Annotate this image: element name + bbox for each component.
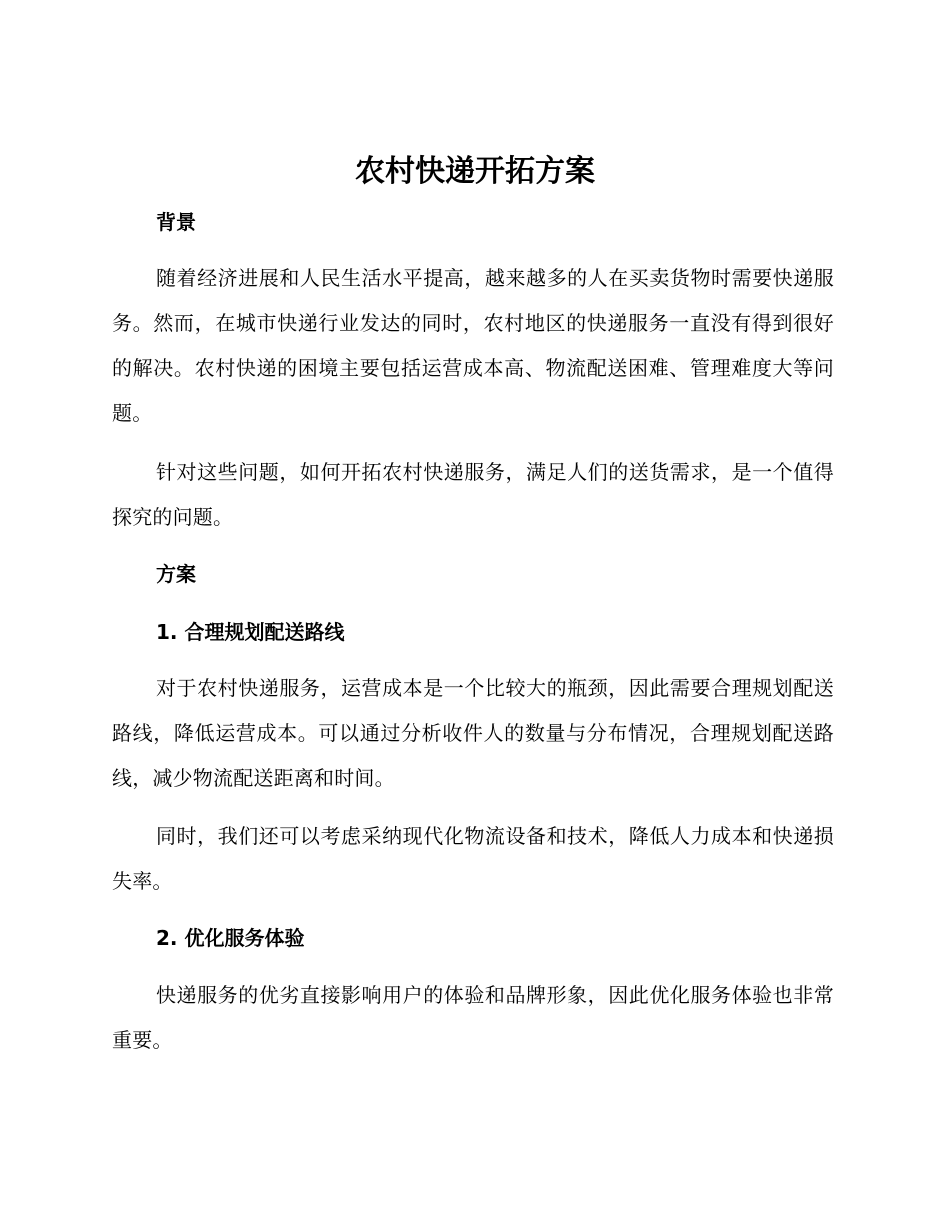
paragraph-item-1-a: 对于农村快递服务，运营成本是一个比较大的瓶颈，因此需要合理规划配送路线，降低运营成本。可以通过分析收件人的数量与分布情况，合理规划配送路线，减少物流配送距离和时间。: [112, 676, 834, 790]
section-heading-plan: 方案: [156, 562, 196, 586]
subheading-item-1: 1. 合理规划配送路线: [156, 620, 345, 644]
section-heading-background: 背景: [156, 210, 196, 234]
paragraph-background-2: 针对这些问题，如何开拓农村快递服务，满足人们的送货需求，是一个值得探究的问题。: [112, 460, 834, 529]
paragraph-item-2-a: 快递服务的优劣直接影响用户的体验和品牌形象，因此优化服务体验也非常重要。: [112, 983, 834, 1052]
paragraph-background-1: 随着经济进展和人民生活水平提高，越来越多的人在买卖货物时需要快递服务。然而，在城市快递行业发达的同时，农村地区的快递服务一直没有得到很好的解决。农村快递的困境主要包括运营成本高、物流配送困难、管理难度大等问题。: [112, 266, 834, 425]
paragraph-item-1-b: 同时，我们还可以考虑采纳现代化物流设备和技术，降低人力成本和快递损失率。: [112, 824, 834, 893]
document-title: 农村快递开拓方案: [355, 154, 595, 189]
subheading-item-2: 2. 优化服务体验: [156, 926, 305, 950]
